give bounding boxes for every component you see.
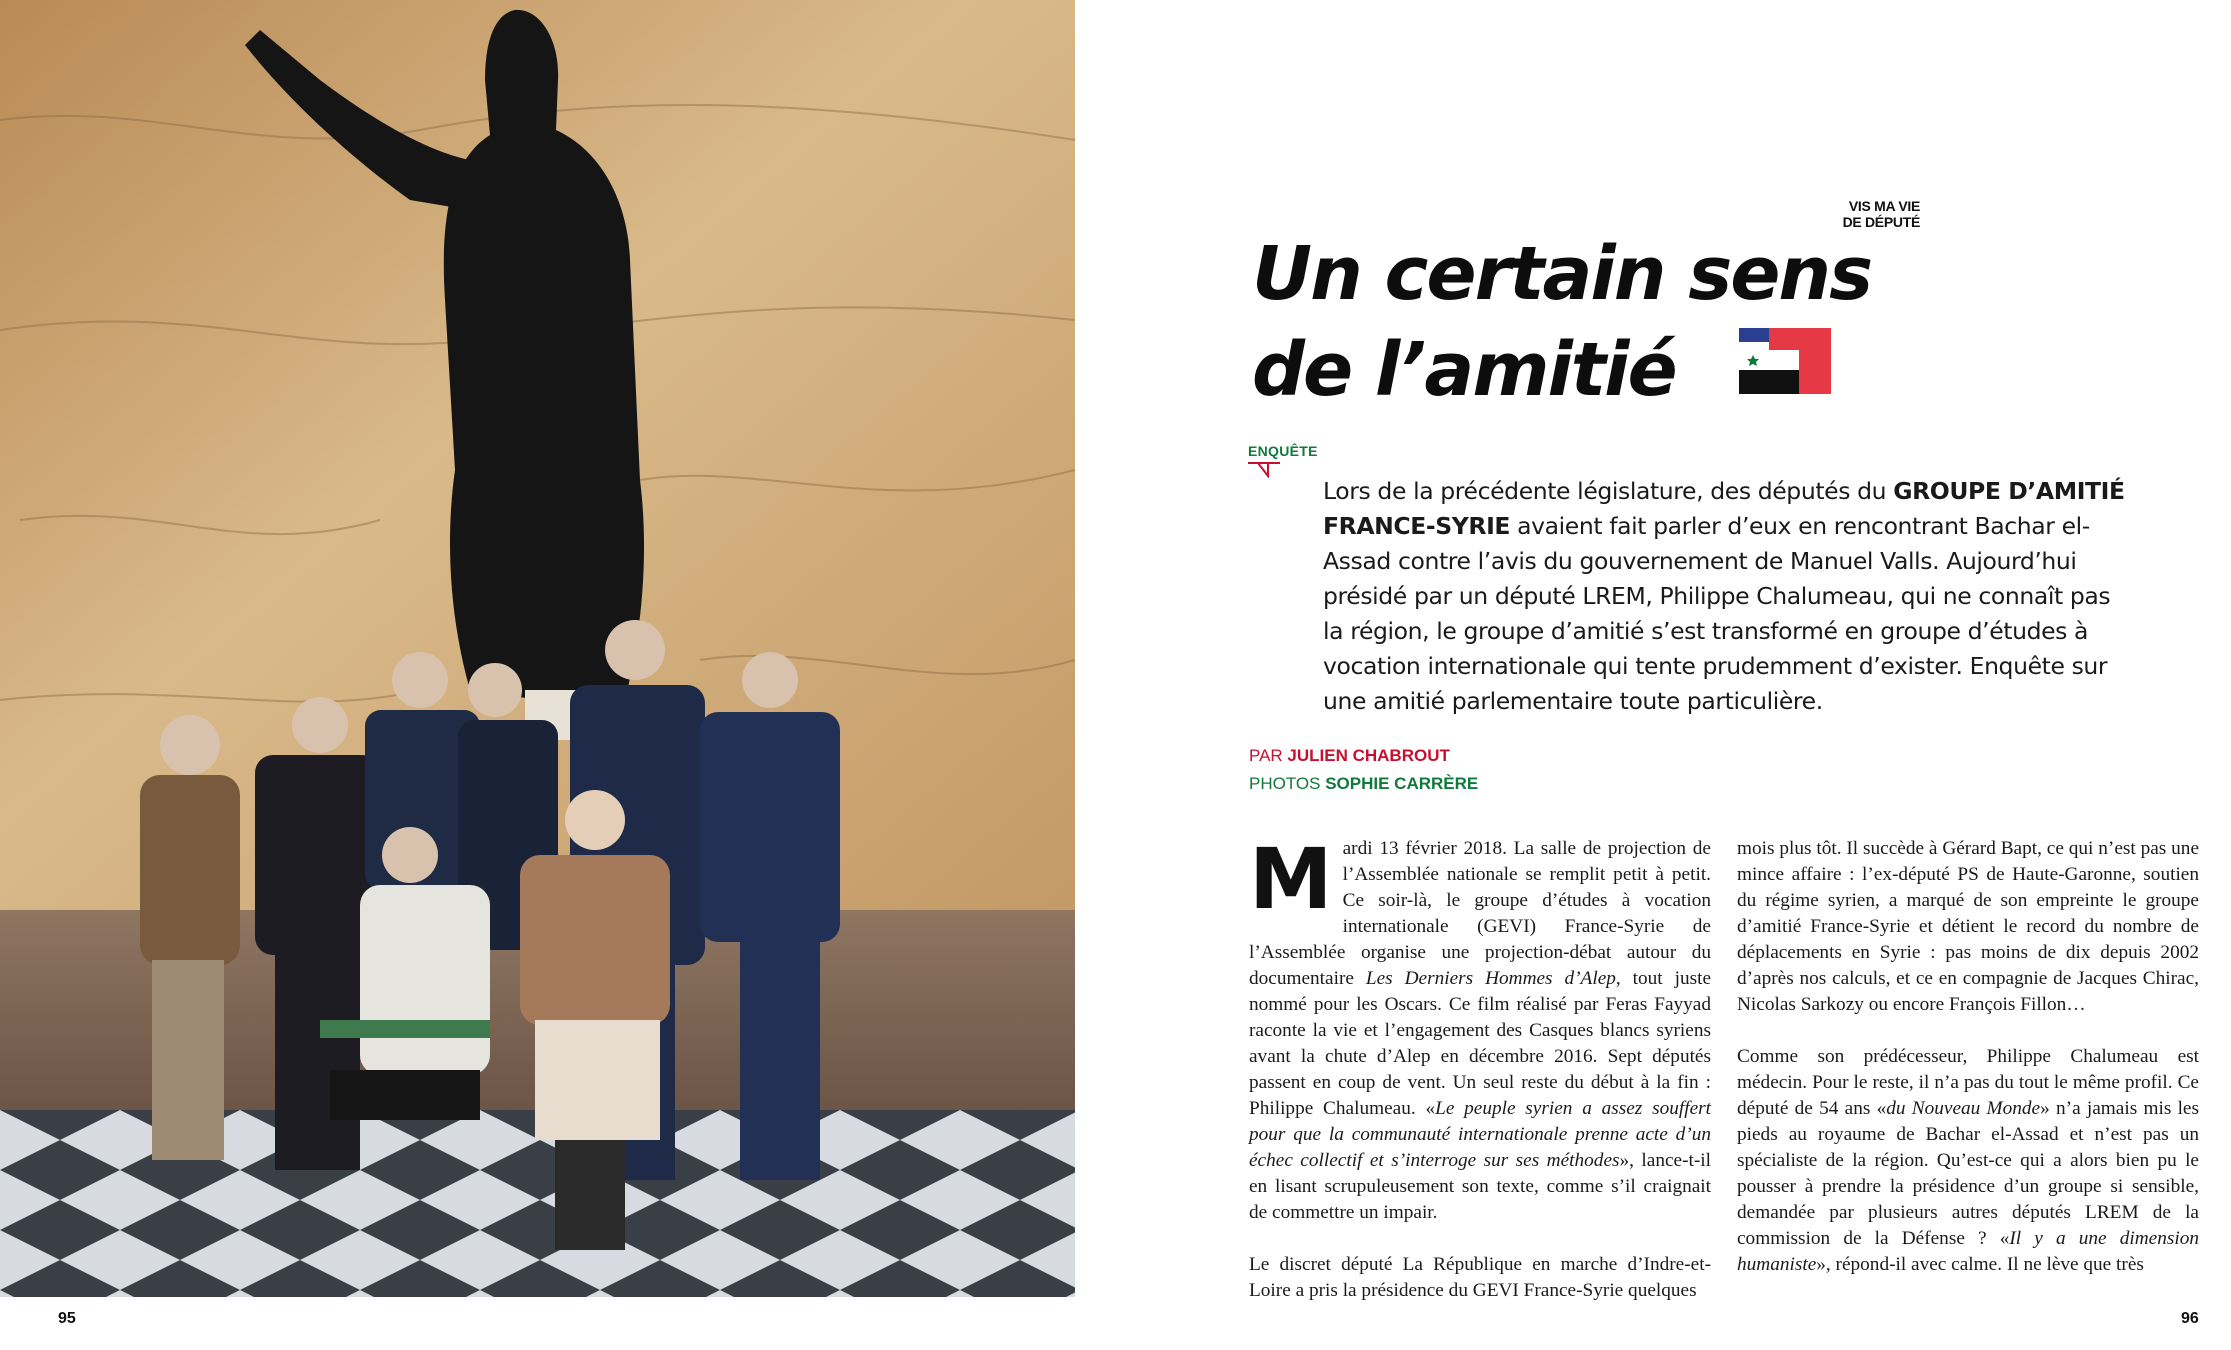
body-paragraph-1 — [1249, 830, 1712, 1226]
p1-quote: Le peuple syrien a assez souffert pour que la communauté internationale prenne acte d’un échec collectif et s’interroge sur ses méthodes — [1249, 1098, 1712, 1171]
p3-quote-2: Il y a une dimension humaniste — [1737, 1228, 2200, 1275]
headline-line-2: de l’amitié — [1252, 327, 1676, 413]
p3-text-a: Comme son prédécesseur, Philippe Chalumeau est médecin. Pour le reste, il n’a pas du tout le même profil. Ce député de 54 ans « — [1737, 1046, 2199, 1119]
author-name: JULIEN CHABROUT — [1287, 746, 1450, 765]
page-number-left: 95 — [58, 1310, 76, 1327]
headline-line-1: Un certain sens — [1252, 231, 1872, 317]
page-number-right: 96 — [2181, 1310, 2199, 1327]
body-column-1 — [1249, 830, 1712, 1304]
rubric-line-2: DE DÉPUTÉ — [1842, 214, 1920, 230]
body-paragraph-2-start: Le discret député La République en marche d’Indre-et-Loire a pris la présidence du GEVI France-Syrie quelques — [1249, 1254, 1711, 1301]
group-photo — [0, 0, 1075, 1297]
speech-bubble-tail-icon — [1248, 462, 1280, 478]
p3-text-c: », répond-il avec calme. Il ne lève que très — [1816, 1254, 2144, 1275]
body-column-2 — [1737, 836, 2199, 1278]
p1-text-a: ardi 13 février 2018. La salle de projection de l’Assemblée nationale se remplit petit à petit. Ce soir-là, le groupe d’études à vocation internationale (GEVI) France-Syrie de l’Assemblée organise une projection-débat autour du documentaire — [1249, 838, 1711, 989]
author-label: PAR — [1249, 746, 1288, 765]
lead-text-2: avaient fait parler d’eux en rencontrant Bachar el-Assad contre l’avis du gouvernement de Manuel Valls. Aujourd’hui présidé par un député LREM, Philippe Chalumeau, qui ne connaît pas la région, le groupe d’amitié s’est transformé en groupe d’études à vocation internationale qui tente prudemment d’exister. Enquête sur une amitié parlementaire toute particulière. — [1323, 512, 2111, 715]
author-credit — [1249, 742, 1478, 770]
photographer-name: SOPHIE CARRÈRE — [1325, 774, 1479, 793]
rubric-line-1: VIS MA VIE — [1848, 198, 1920, 214]
body-paragraph-2-end: mois plus tôt. Il succède à Gérard Bapt, ce qui n’est pas une mince affaire : l’ex-député PS de Haute-Garonne, soutien du régime syrien, a marqué de son empreinte le groupe d’amitié France-Syrie et détient le record du nombre de déplacements en Syrie : pas moins de dix depuis 2002 d’après nos calculs, et ce en compagnie de Jacques Chirac, Nicolas Sarkozy ou encore François Fillon… — [1737, 838, 2199, 1015]
p3-text-b: » n’a jamais mis les pieds au royaume de Bachar el-Assad et n’est pas un spécialiste de la région. Qu’est-ce qui a alors bien pu le pousser à prendre la présidence d’un groupe si sensible, demandée par plusieurs autres députés LREM de la commission de la Défense ? « — [1737, 1098, 2199, 1249]
p1-text-b: , tout juste nommé pour les Oscars. Ce film réalisé par Feras Fayyad raconte la vie et l’engagement des Casques blancs syriens avant la chute d’Alep en décembre 2016. Sept députés passent en coup de vent. Un seul reste du début à la fin : Philippe Chalumeau. « — [1249, 968, 1711, 1119]
photo-label: PHOTOS — [1249, 774, 1326, 793]
photo-credit — [1249, 770, 1478, 798]
article-credits — [1249, 742, 1478, 798]
p1-text-c: », lance-t-il en lisant scrupuleusement son texte, comme s’il craignait de commettre un impair. — [1249, 1150, 1711, 1223]
body-paragraph-3 — [1737, 1044, 2199, 1278]
france-syria-flag-icon — [1739, 328, 1831, 394]
drop-cap: M — [1249, 830, 1333, 928]
p3-quote-1: du Nouveau Monde — [1886, 1098, 2041, 1119]
lead-highlight: GROUPE D’AMITIÉ FRANCE-SYRIE — [1323, 477, 2125, 540]
article-kicker: ENQUÊTE — [1248, 443, 1318, 459]
lead-text-1: Lors de la précédente législature, des députés du — [1323, 477, 1894, 505]
article-lead — [1323, 474, 2131, 719]
film-title: Les Derniers Hommes d’Alep — [1365, 968, 1616, 989]
